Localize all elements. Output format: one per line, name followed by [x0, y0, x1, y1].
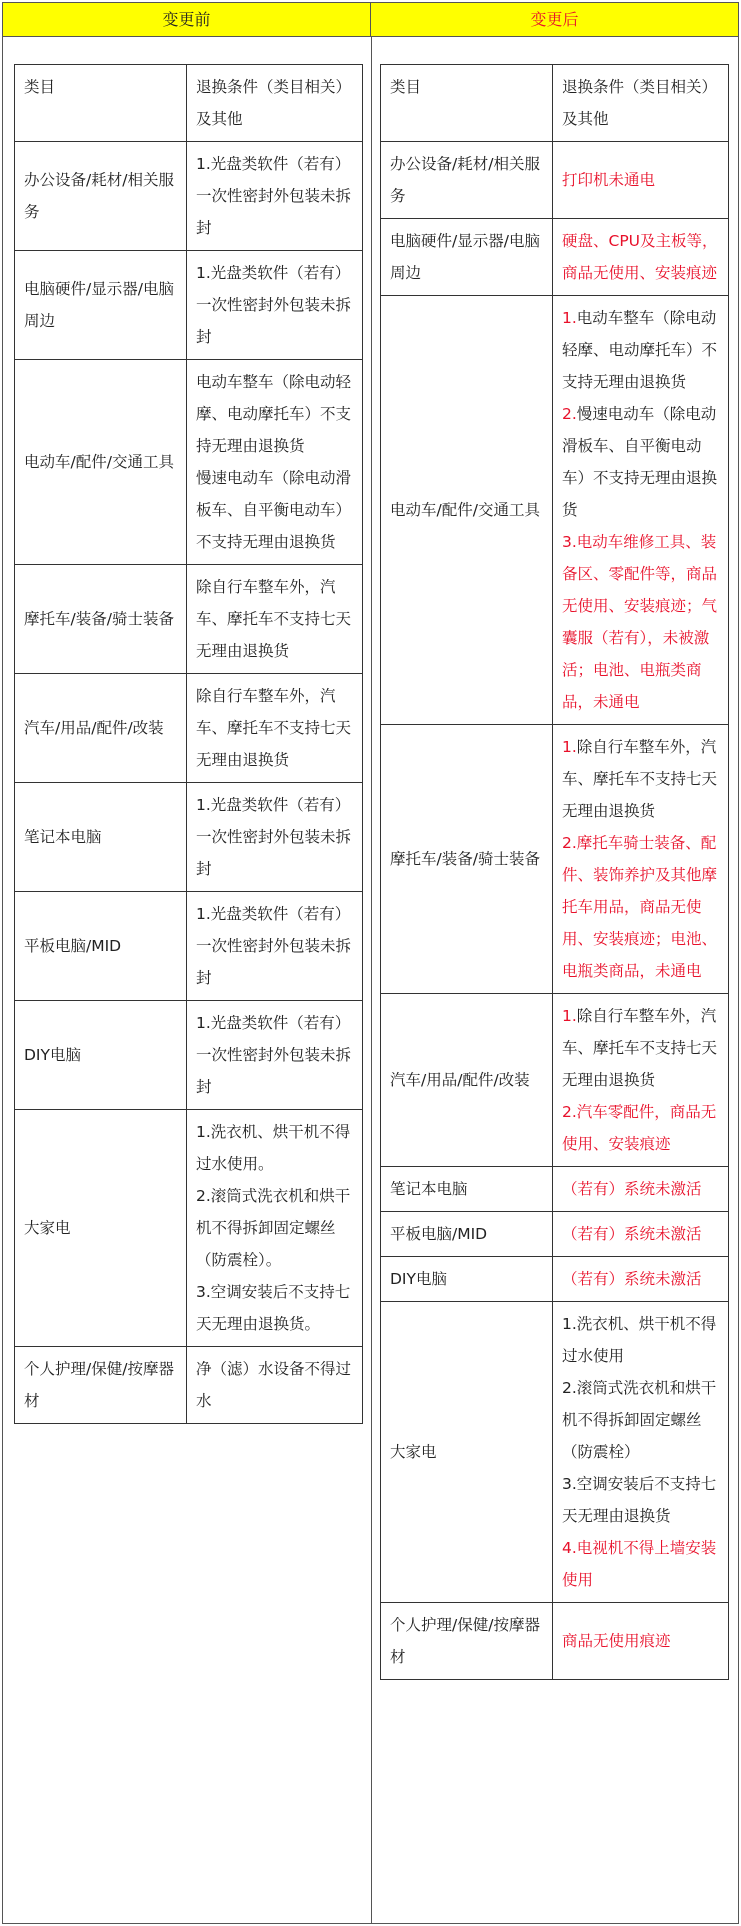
after-table [380, 64, 729, 1680]
condition-item [562, 302, 721, 398]
table-row [15, 251, 363, 360]
item-number: 1. [562, 1007, 577, 1025]
table-row [15, 142, 363, 251]
condition-item [562, 1218, 721, 1250]
condition-item [562, 1096, 721, 1160]
condition-cell [187, 892, 363, 1001]
condition-item [562, 1173, 721, 1205]
condition-line: 1.光盘类软件（若有）一次性密封外包装未拆封 [196, 1014, 352, 1096]
item-text: 1.洗衣机、烘干机不得过水使用 [562, 1315, 717, 1365]
condition-line: 除自行车整车外，汽车、摩托车不支持七天无理由退换货 [196, 578, 352, 660]
category-cell: 摩托车/装备/骑士装备 [381, 725, 553, 994]
item-text: （若有）系统未激活 [562, 1270, 702, 1288]
item-text: 4.电视机不得上墙安装使用 [562, 1539, 717, 1589]
condition-line: 1.洗衣机、烘干机不得过水使用。 [196, 1123, 351, 1173]
condition-line: 慢速电动车（除电动滑板车、自平衡电动车）不支持无理由退换货 [196, 469, 352, 551]
table-row [15, 674, 363, 783]
item-text: 硬盘、CPU及主板等，商品无使用、安装痕迹 [562, 232, 718, 282]
item-text: 商品无使用痕迹 [562, 1632, 671, 1650]
category-cell: 电脑硬件/显示器/电脑周边 [15, 251, 187, 360]
before-table [14, 64, 363, 1424]
table-row [15, 1001, 363, 1110]
table-row [15, 1347, 363, 1424]
category-cell: 电动车/配件/交通工具 [381, 296, 553, 725]
condition-line: 2.滚筒式洗衣机和烘干机不得拆卸固定螺丝（防震栓）。 [196, 1187, 351, 1269]
item-text: 汽车零配件，商品无使用、安装痕迹 [562, 1103, 717, 1153]
table-row [381, 1603, 729, 1680]
item-number: 2. [562, 1103, 577, 1121]
table-row [15, 1110, 363, 1347]
table-header-row [15, 65, 363, 142]
condition-item [562, 164, 721, 196]
condition-item [562, 1532, 721, 1596]
item-number: 1. [562, 738, 577, 756]
item-text: 2.滚筒式洗衣机和烘干机不得拆卸固定螺丝（防震栓） [562, 1379, 717, 1461]
condition-cell [187, 1001, 363, 1110]
item-text: 电动车维修工具、装备区、零配件等，商品无使用、安装痕迹；气囊服（若有），未被激活；电池、电瓶类商品，未通电 [562, 533, 718, 711]
condition-cell [553, 219, 729, 296]
category-cell: 大家电 [381, 1302, 553, 1603]
table-row [381, 994, 729, 1167]
item-text: （若有）系统未激活 [562, 1180, 702, 1198]
table-row [15, 892, 363, 1001]
category-cell: 大家电 [15, 1110, 187, 1347]
condition-item [562, 827, 721, 987]
condition-item [562, 398, 721, 526]
column-header: 退换条件（类目相关）及其他 [553, 65, 729, 142]
condition-cell [553, 1603, 729, 1680]
condition-cell [187, 1347, 363, 1424]
table-row [15, 565, 363, 674]
after-header: 变更后 [371, 3, 738, 37]
condition-cell [553, 1302, 729, 1603]
category-cell: 摩托车/装备/骑士装备 [15, 565, 187, 674]
condition-line: 1.光盘类软件（若有）一次性密封外包装未拆封 [196, 796, 352, 878]
table-row [381, 142, 729, 219]
condition-item [562, 225, 721, 289]
condition-cell [553, 1257, 729, 1302]
item-text: 电动车整车（除电动轻摩、电动摩托车）不支持无理由退换货 [562, 309, 718, 391]
category-cell: 平板电脑/MID [381, 1212, 553, 1257]
condition-line: 净（滤）水设备不得过水 [196, 1360, 352, 1410]
category-cell: 平板电脑/MID [15, 892, 187, 1001]
item-text: 摩托车骑士装备、配件、装饰养护及其他摩托车用品，商品无使用、安装痕迹；电池、电瓶类商品，未通电 [562, 834, 718, 980]
column-divider [371, 37, 372, 1923]
condition-cell [187, 360, 363, 565]
condition-cell [187, 142, 363, 251]
category-cell: 笔记本电脑 [15, 783, 187, 892]
category-cell: 汽车/用品/配件/改装 [381, 994, 553, 1167]
condition-cell [187, 783, 363, 892]
condition-item [562, 1625, 721, 1657]
table-row [381, 1257, 729, 1302]
table-row [381, 1302, 729, 1603]
category-cell: 个人护理/保健/按摩器材 [15, 1347, 187, 1424]
item-number: 3. [562, 533, 577, 551]
item-text: （若有）系统未激活 [562, 1225, 702, 1243]
category-cell: 办公设备/耗材/相关服务 [15, 142, 187, 251]
condition-cell [553, 142, 729, 219]
condition-cell [553, 296, 729, 725]
condition-cell [187, 565, 363, 674]
condition-cell [553, 1212, 729, 1257]
item-number: 2. [562, 405, 577, 423]
column-header: 类目 [381, 65, 553, 142]
category-cell: 办公设备/耗材/相关服务 [381, 142, 553, 219]
item-text: 3.空调安装后不支持七天无理由退换货 [562, 1475, 717, 1525]
category-cell: DIY电脑 [15, 1001, 187, 1110]
condition-cell [553, 725, 729, 994]
table-row [15, 783, 363, 892]
condition-line: 1.光盘类软件（若有）一次性密封外包装未拆封 [196, 264, 352, 346]
item-number: 1. [562, 309, 577, 327]
column-header: 退换条件（类目相关）及其他 [187, 65, 363, 142]
condition-line: 1.光盘类软件（若有）一次性密封外包装未拆封 [196, 155, 352, 237]
condition-cell [553, 1167, 729, 1212]
item-text: 除自行车整车外，汽车、摩托车不支持七天无理由退换货 [562, 738, 718, 820]
table-row [381, 725, 729, 994]
table-row [381, 1167, 729, 1212]
condition-item [562, 1263, 721, 1295]
table-header-row [381, 65, 729, 142]
condition-item [562, 526, 721, 718]
condition-cell [553, 994, 729, 1167]
condition-item [562, 1308, 721, 1372]
table-row [381, 1212, 729, 1257]
condition-item [562, 731, 721, 827]
table-row [381, 296, 729, 725]
item-text: 打印机未通电 [562, 171, 656, 189]
table-row [381, 219, 729, 296]
column-header: 类目 [15, 65, 187, 142]
table-row [15, 360, 363, 565]
item-text: 慢速电动车（除电动滑板车、自平衡电动车）不支持无理由退换货 [562, 405, 718, 519]
condition-line: 1.光盘类软件（若有）一次性密封外包装未拆封 [196, 905, 352, 987]
category-cell: 电脑硬件/显示器/电脑周边 [381, 219, 553, 296]
category-cell: 汽车/用品/配件/改装 [15, 674, 187, 783]
before-header: 变更前 [3, 3, 371, 37]
condition-cell [187, 1110, 363, 1347]
category-cell: 电动车/配件/交通工具 [15, 360, 187, 565]
category-cell: DIY电脑 [381, 1257, 553, 1302]
condition-line: 除自行车整车外，汽车、摩托车不支持七天无理由退换货 [196, 687, 352, 769]
condition-item [562, 1468, 721, 1532]
condition-cell [187, 251, 363, 360]
condition-line: 3.空调安装后不支持七天无理由退换货。 [196, 1283, 351, 1333]
item-number: 2. [562, 834, 577, 852]
condition-item [562, 1000, 721, 1096]
category-cell: 个人护理/保健/按摩器材 [381, 1603, 553, 1680]
category-cell: 笔记本电脑 [381, 1167, 553, 1212]
condition-line: 电动车整车（除电动轻摩、电动摩托车）不支持无理由退换货 [196, 373, 352, 455]
condition-item [562, 1372, 721, 1468]
condition-cell [187, 674, 363, 783]
item-text: 除自行车整车外，汽车、摩托车不支持七天无理由退换货 [562, 1007, 718, 1089]
